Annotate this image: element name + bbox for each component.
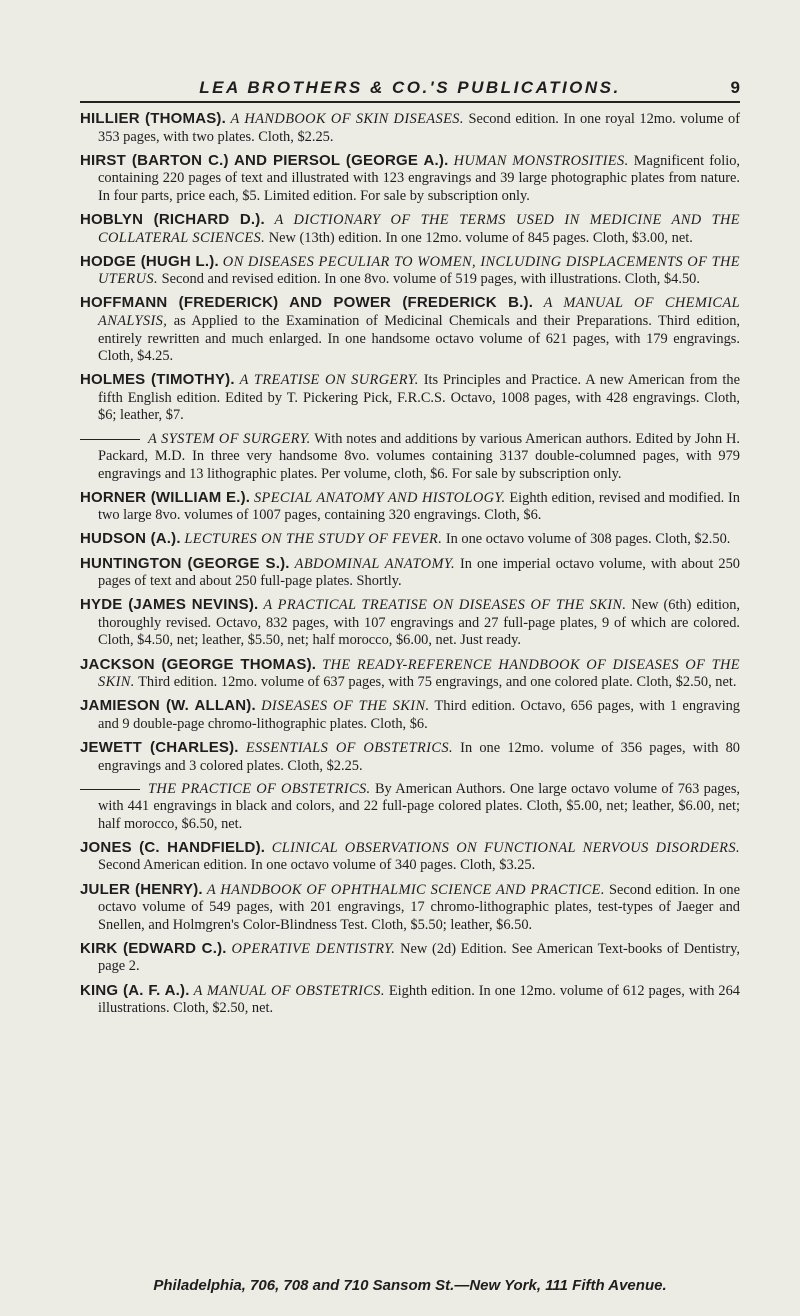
catalog-entry (80, 656, 740, 692)
entry-details: Second edition. In one octavo volume of 549 pages, with 201 engravings, 17 chromo-lithographic plates, test-types of Jaeger and Snellen, and Holmgren's Color-Blindness Test. Cloth, $5.50; leather, $6.50. (98, 881, 740, 933)
entry-title: ON DISEASES PECULIAR TO WOMEN, INCLUDING DISPLACEMENTS OF THE UTERUS. (98, 253, 740, 288)
catalog-entry (80, 596, 740, 650)
catalog-entry (80, 431, 740, 484)
ditto-dash (80, 439, 140, 440)
entry-details: In one imperial octavo volume, with about 250 pages of text and about 250 full-page plates. Shortly. (98, 555, 740, 590)
entry-title: A MANUAL OF OBSTETRICS. (193, 982, 385, 999)
entry-text (80, 881, 740, 935)
entry-text (80, 530, 740, 549)
entry-title: LECTURES ON THE STUDY OF FEVER. (184, 531, 443, 548)
entry-title: A DICTIONARY OF THE TERMS USED IN MEDICINE AND THE COLLATERAL SCIENCES. (98, 211, 740, 246)
catalog-entry (80, 940, 740, 976)
catalog-entry (80, 555, 740, 591)
catalog-entry (80, 530, 740, 549)
entry-author: JONES (C. HANDFIELD). (80, 838, 266, 856)
entry-author: KING (A. F. A.). (80, 981, 190, 999)
entry-details: Magnificent folio, containing 220 pages of text and illustrated with 123 engravings and 39 large photographic plates from nature. In four parts, price each, $5. Limited edition. For sale by subscription only. (98, 152, 740, 204)
entry-details: Second edition. In one royal 12mo. volume of 353 pages, with two plates. Cloth, $2.25. (98, 111, 740, 145)
entry-title: A HANDBOOK OF OPHTHALMIC SCIENCE AND PRACTICE. (206, 881, 605, 898)
entry-title: THE READY-REFERENCE HANDBOOK OF DISEASES OF THE SKIN. (98, 656, 740, 691)
entry-text (80, 739, 740, 775)
entry-author: HYDE (JAMES NEVINS). (80, 596, 259, 614)
catalog-entry (80, 839, 740, 875)
entry-title: A TREATISE ON SURGERY. (239, 372, 419, 389)
header-rule (80, 101, 740, 103)
entry-title: A SYSTEM OF SURGERY. (148, 430, 311, 447)
entry-text (80, 940, 740, 976)
page-number: 9 (730, 78, 740, 97)
entry-title: OPERATIVE DENTISTRY. (231, 940, 396, 957)
catalog-entry (80, 881, 740, 935)
entry-details: Eighth edition, revised and modified. In two large 8vo. volumes of 1007 pages, containing 320 engravings. Cloth, $6. (98, 489, 740, 524)
entry-text (80, 555, 740, 591)
entry-text (80, 697, 740, 733)
entry-title: HUMAN MONSTROSITIES. (453, 152, 629, 169)
catalog-entry (80, 739, 740, 775)
entry-title: THE PRACTICE OF OBSTETRICS. (148, 780, 371, 797)
entry-text (80, 489, 740, 525)
entry-author: HODGE (HUGH L.). (80, 252, 219, 270)
catalog-entry (80, 294, 740, 365)
catalog-entry (80, 211, 740, 247)
catalog-entries (80, 110, 740, 1023)
entry-title: CLINICAL OBSERVATIONS ON FUNCTIONAL NERVOUS DISORDERS. (271, 839, 740, 856)
entry-details: New (2d) Edition. See American Text-books of Dentistry, page 2. (98, 940, 740, 975)
entry-title: ESSENTIALS OF OBSTETRICS. (245, 739, 453, 756)
entry-author: JACKSON (GEORGE THOMAS). (80, 655, 317, 673)
entry-author: HOLMES (TIMOTHY). (80, 371, 235, 389)
entry-text (80, 110, 740, 146)
entry-text (80, 596, 740, 650)
entry-author: HOBLYN (RICHARD D.). (80, 210, 265, 228)
entry-author: JAMIESON (W. ALLAN). (80, 697, 256, 715)
catalog-entry (80, 489, 740, 525)
entry-author: HUDSON (A.). (80, 530, 181, 548)
entry-author: JEWETT (CHARLES). (80, 738, 239, 756)
entry-details: By American Authors. One large octavo volume of 763 pages, with 441 engravings in black and colors, and 22 full-page colored plates. Cloth, $5.00, net; leather, $6.00, net; half morocco, $6.50, net. (98, 780, 741, 832)
entry-author: HIRST (BARTON C.) AND PIERSOL (GEORGE A.). (80, 151, 449, 169)
entry-details: Second American edition. In one octavo volume of 340 pages. Cloth, $3.25. (98, 857, 536, 874)
ditto-dash (80, 789, 140, 790)
entry-text (80, 294, 740, 365)
entry-text (80, 253, 740, 289)
entry-title: A MANUAL OF CHEMICAL ANALYSIS, (98, 295, 740, 329)
entry-title: SPECIAL ANATOMY AND HISTOLOGY. (253, 489, 506, 506)
entry-text (80, 211, 740, 247)
catalog-entry (80, 110, 740, 146)
catalog-entry (80, 253, 740, 289)
entry-author: HORNER (WILLIAM E.). (80, 488, 251, 506)
entry-details: In one 12mo. volume of 356 pages, with 80 engravings and 3 colored plates. Cloth, $2.25. (98, 739, 740, 774)
entry-details: Eighth edition. In one 12mo. volume of 612 pages, with 264 illustrations. Cloth, $2.50, net. (98, 982, 740, 1017)
entry-title: A HANDBOOK OF SKIN DISEASES. (230, 111, 464, 127)
catalog-entry (80, 697, 740, 733)
footer-address: Philadelphia, 706, 708 and 710 Sansom St.—New York, 111 Fifth Avenue. (153, 1277, 667, 1294)
entry-title: A PRACTICAL TREATISE ON DISEASES OF THE SKIN. (263, 597, 627, 614)
entry-text (80, 371, 740, 425)
entry-author: HILLIER (THOMAS). (80, 110, 226, 127)
entry-text (80, 152, 740, 206)
entry-author: HUNTINGTON (GEORGE S.). (80, 554, 290, 572)
entry-text (80, 656, 740, 692)
entry-text (80, 431, 740, 484)
entry-details: Its Principles and Practice. A new American from the fifth English edition. Edited by T. Pickering Pick, F.R.C.S. Octavo, 1008 pages, with 428 engravings. Cloth, $6; leather, $7. (98, 372, 741, 424)
entry-details: as Applied to the Examination of Medicinal Chemicals and their Preparations. Third edition, entirely rewritten and much enlarged. In one handsome octavo volume of 621 pages, with 179 engravings. Cloth, $4.25. (98, 312, 740, 365)
entry-author: JULER (HENRY). (80, 880, 203, 898)
entry-text (80, 839, 740, 875)
entry-details: New (6th) edition, thoroughly revised. Octavo, 832 pages, with 107 engravings and 27 full-page plates, 9 of which are colored. Cloth, $4.50, net; leather, $5.50, net; half morocco, $6.00, net. Just ready. (98, 597, 740, 649)
header-title: LEA BROTHERS & CO.'S PUBLICATIONS. (199, 78, 621, 97)
entry-details: Third edition. Octavo, 656 pages, with 1 engraving and 9 double-page chromo-lithographic plates. Cloth, $6. (98, 698, 740, 732)
catalog-entry (80, 781, 740, 834)
entry-text (80, 781, 740, 834)
catalog-entry (80, 371, 740, 425)
entry-author: KIRK (EDWARD C.). (80, 939, 227, 957)
entry-details: With notes and additions by various American authors. Edited by John H. Packard, M.D. In three very handsome 8vo. volumes containing 3137 double-columned pages, with 979 engravings and 13 lithographic plates. Per volume, cloth, $6. For sale by subscription only. (98, 430, 740, 482)
entry-details: Second and revised edition. In one 8vo. volume of 519 pages, with illustrations. Cloth, $4.50. (161, 271, 700, 288)
entry-author: HOFFMANN (FREDERICK) AND POWER (FREDERICK B.). (80, 294, 534, 312)
entry-title: ABDOMINAL ANATOMY. (294, 555, 455, 572)
entry-details: In one octavo volume of 308 pages. Cloth, $2.50. (445, 531, 731, 548)
entry-details: New (13th) edition. In one 12mo. volume of 845 pages. Cloth, $3.00, net. (268, 229, 693, 246)
entry-title: DISEASES OF THE SKIN. (261, 698, 430, 715)
entry-details: Third edition. 12mo. volume of 637 pages, with 75 engravings, and one colored plate. Cloth, $2.50, net. (138, 674, 737, 691)
catalog-entry (80, 982, 740, 1018)
catalog-entry (80, 152, 740, 206)
running-header (80, 78, 740, 102)
entry-text (80, 982, 740, 1018)
